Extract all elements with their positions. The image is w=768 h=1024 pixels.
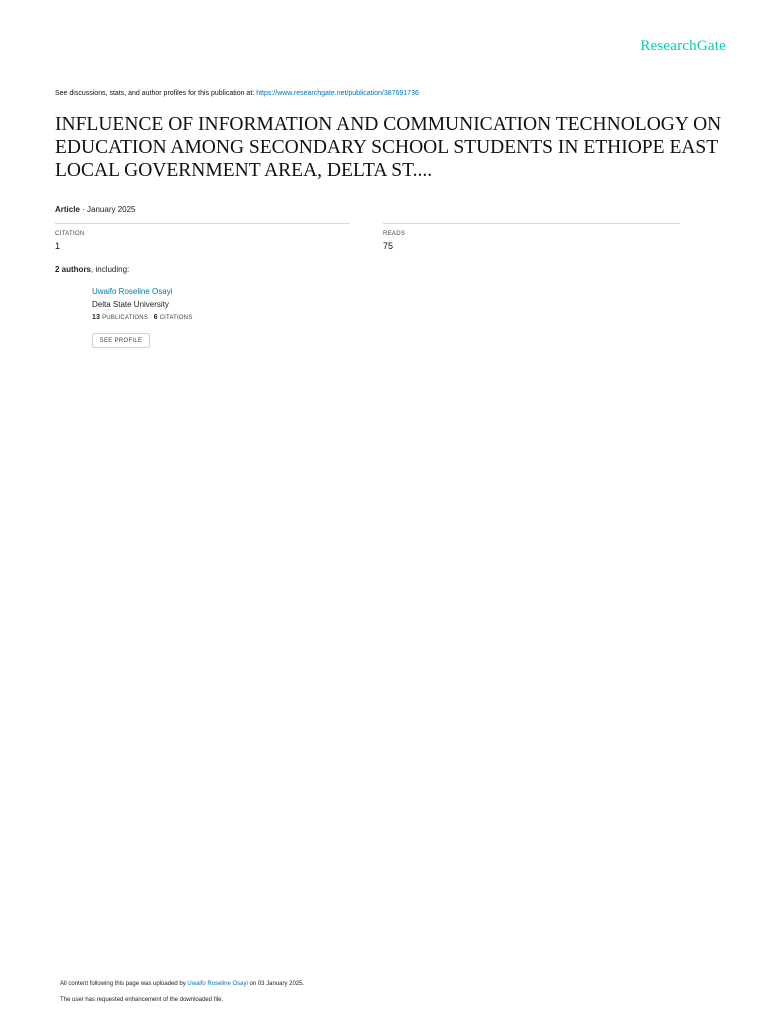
author-publications-label: PUBLICATIONS: [102, 315, 149, 321]
authors-suffix: , including:: [91, 265, 130, 274]
enhancement-note: The user has requested enhancement of the downloaded file.: [60, 997, 224, 1003]
researchgate-logo[interactable]: ResearchGate: [640, 38, 726, 54]
divider-right: [383, 223, 680, 224]
publication-type: Article: [55, 205, 80, 214]
divider-left: [55, 223, 350, 224]
author-citations-label: CITATIONS: [159, 315, 193, 321]
citation-value: 1: [55, 241, 61, 251]
publication-date: · January 2025: [79, 205, 136, 214]
publication-title: INFLUENCE OF INFORMATION AND COMMUNICATION TECHNOLOGY ON EDUCATION AMONG SECONDARY SCHOOL STUDENTS IN ETHIOPE EAST LOCAL GOVERNMENT AREA, DELTA ST....: [55, 114, 722, 181]
author-card: [92, 287, 193, 321]
discussion-prefix: See discussions, stats, and author profiles for this publication at:: [55, 90, 255, 97]
reads-label: READS: [383, 231, 406, 237]
author-name-link[interactable]: Uwaifo Roseline Osayi: [92, 287, 173, 296]
upload-prefix: All content following this page was uploaded by: [60, 981, 186, 987]
upload-suffix: on 03 January 2025.: [249, 981, 305, 987]
uploader-link[interactable]: Uwaifo Roseline Osayi: [187, 981, 248, 987]
authors-heading: [55, 265, 129, 274]
authors-count: 2 authors: [55, 265, 92, 274]
author-stats: [92, 314, 193, 321]
reads-value: 75: [383, 241, 394, 251]
author-publications-count: 13: [92, 314, 101, 321]
see-profile-button[interactable]: SEE PROFILE: [92, 333, 150, 348]
upload-note: [60, 981, 304, 987]
publication-url-link[interactable]: https://www.researchgate.net/publication/387691736: [256, 90, 419, 97]
author-institution: Delta State University: [92, 300, 169, 309]
author-citations-count: 6: [153, 314, 158, 321]
publication-meta: [55, 205, 136, 214]
citation-label: CITATION: [55, 231, 85, 237]
discussion-line: [55, 90, 419, 97]
